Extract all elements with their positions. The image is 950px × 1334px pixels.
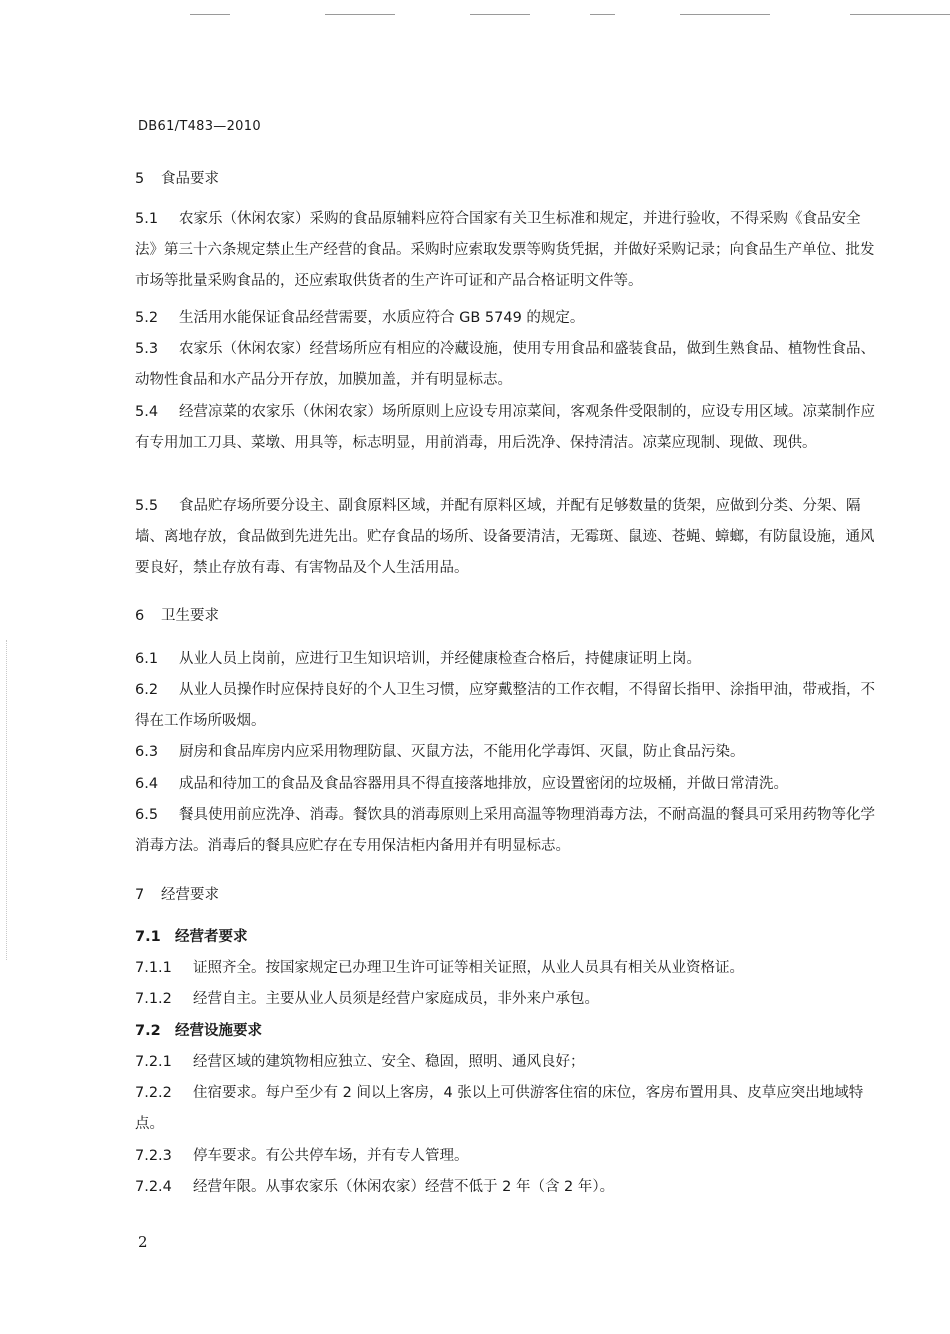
clause-5-1: 5.1 农家乐（休闲农家）采购的食品原辅料应符合国家有关卫生标准和规定，并进行验收，不得采购《食品安全法》第三十六条规定禁止生产经营的食品。采购时应索取发票等购货凭据，并做好采购记录；向食品生产单位、批发市场等批量采购食品的，还应索取供货者的生产许可证和产品合格证明文件等。 — [135, 211, 875, 289]
scan-line — [680, 14, 770, 15]
scan-line — [470, 14, 530, 15]
clause-5-2: 5.2 生活用水能保证食品经营需要，水质应符合 GB 5749 的规定。 — [135, 310, 585, 326]
clause-6-1: 6.1 从业人员上岗前，应进行卫生知识培训，并经健康检查合格后，持健康证明上岗。 — [135, 651, 701, 667]
clause-6-3: 6.3 厨房和食品库房内应采用物理防鼠、灭鼠方法，不能用化学毒饵、灭鼠，防止食品污染。 — [135, 744, 745, 760]
scan-line — [325, 14, 395, 15]
clause-7-2-1: 7.2.1 经营区域的建筑物相应独立、安全、稳固，照明、通风良好； — [135, 1054, 585, 1070]
clause-5-4: 5.4 经营凉菜的农家乐（休闲农家）场所原则上应设专用凉菜间，客观条件受限制的，应设专用区域。凉菜制作应有专用加工刀具、菜墩、用具等，标志明显，用前消毒，用后洗净、保持清洁。凉菜应现制、现做、现供。 — [135, 404, 875, 451]
clause-6-4: 6.4 成品和待加工的食品及食品容器用具不得直接落地排放，应设置密闭的垃圾桶，并做日常清洗。 — [135, 776, 788, 792]
section-7-1-heading: 7.1 经营者要求 — [135, 929, 248, 945]
document-code: DB61/T483—2010 — [138, 119, 261, 134]
section-6-heading: 6 卫生要求 — [135, 608, 219, 624]
clause-7-2-4: 7.2.4 经营年限。从事农家乐（休闲农家）经营不低于 2 年（含 2 年）。 — [135, 1179, 615, 1195]
clause-7-2-3: 7.2.3 停车要求。有公共停车场，并有专人管理。 — [135, 1148, 469, 1164]
clause-5-3: 5.3 农家乐（休闲农家）经营场所应有相应的冷藏设施，使用专用食品和盛装食品，做到生熟食品、植物性食品、动物性食品和水产品分开存放，加膜加盖，并有明显标志。 — [135, 341, 875, 388]
clause-6-5: 6.5 餐具使用前应洗净、消毒。餐饮具的消毒原则上采用高温等物理消毒方法，不耐高温的餐具可采用药物等化学消毒方法。消毒后的餐具应贮存在专用保洁柜内备用并有明显标志。 — [135, 807, 875, 854]
section-7-2-heading: 7.2 经营设施要求 — [135, 1023, 262, 1039]
clause-5-5: 5.5 食品贮存场所要分设主、副食原料区域，并配有原料区域，并配有足够数量的货架，应做到分类、分架、隔墙、离地存放，食品做到先进先出。贮存食品的场所、设备要清洁，无霉斑、鼠迹、苍蝇、蟑螂，有防鼠设施，通风要良好，禁止存放有毒、有害物品及个人生活用品。 — [135, 498, 875, 576]
clause-7-1-1: 7.1.1 证照齐全。按国家规定已办理卫生许可证等相关证照，从业人员具有相关从业资格证。 — [135, 960, 744, 976]
scan-line — [190, 14, 230, 15]
scan-line — [850, 14, 950, 15]
clause-6-2: 6.2 从业人员操作时应保持良好的个人卫生习惯，应穿戴整洁的工作衣帽，不得留长指甲、涂指甲油，带戒指，不得在工作场所吸烟。 — [135, 682, 875, 729]
section-5-heading: 5 食品要求 — [135, 171, 219, 187]
clause-7-2-2: 7.2.2 住宿要求。每户至少有 2 间以上客房，4 张以上可供游客住宿的床位，客房布置用具、皮草应突出地域特点。 — [135, 1085, 864, 1132]
scan-line — [590, 14, 615, 15]
scan-edge — [6, 640, 8, 960]
page-number: 2 — [138, 1233, 148, 1251]
clause-7-1-2: 7.1.2 经营自主。主要从业人员须是经营户家庭成员，非外来户承包。 — [135, 991, 599, 1007]
section-7-heading: 7 经营要求 — [135, 887, 219, 903]
